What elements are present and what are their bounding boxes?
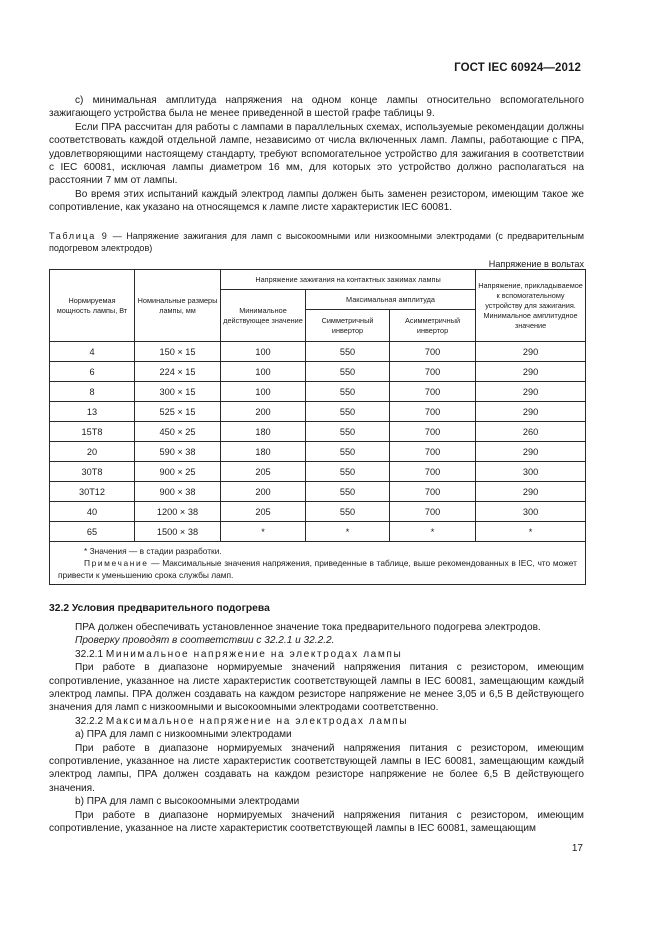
table-cell: 550 (306, 462, 390, 482)
ignition-voltage-table (49, 269, 586, 585)
table-cell: 550 (306, 382, 390, 402)
table-row (50, 522, 586, 542)
table-cell: 1200 × 38 (135, 502, 221, 522)
table-cell: 205 (221, 502, 306, 522)
table-cell: 30T12 (50, 482, 135, 502)
table-cell: * (306, 522, 390, 542)
table-cell: 700 (390, 402, 476, 422)
table-row (50, 382, 586, 402)
table-note-label: Примечание (84, 558, 149, 568)
table-cell: 290 (476, 442, 586, 462)
document-header: ГОСТ IEC 60924—2012 (454, 62, 581, 74)
table-caption-block (49, 230, 584, 269)
table-body (50, 342, 586, 542)
header-ignition-group: Напряжение зажигания на контактных зажимах лампы (221, 270, 476, 290)
table-cell: 290 (476, 382, 586, 402)
table-cell: 6 (50, 362, 135, 382)
table-row (50, 362, 586, 382)
table-cell: 224 × 15 (135, 362, 221, 382)
section-title: 32.2 Условия предварительного подогрева (49, 603, 270, 614)
subsection-number: 32.2.1 (75, 648, 106, 660)
table-cell: 15T8 (50, 422, 135, 442)
table-caption (49, 230, 584, 254)
table-cell: * (390, 522, 476, 542)
table-cell: 900 × 38 (135, 482, 221, 502)
table-note-text: — Максимальные значения напряжения, приведенные в таблице, выше рекомендованных в IEC, что может привести к уменьшению срока службы ламп. (58, 558, 578, 580)
table-cell: 525 × 15 (135, 402, 221, 422)
header-power: Нормируемая мощность лампы, Вт (50, 270, 135, 342)
paragraph-resistor: Во время этих испытаний каждый электрод лампы должен быть заменен резистором, имеющим такое же сопротивление, как указано на относящемся к лампе листе характеристик IEC 60081. (49, 188, 584, 214)
header-dims: Номинальные размеры лампы, мм (135, 270, 221, 342)
table-note (58, 557, 577, 581)
table-row (50, 342, 586, 362)
section-p1: ПРА должен обеспечивать установленное значение тока предварительного подогрева электродов. (75, 622, 541, 633)
table-cell: 100 (221, 362, 306, 382)
table-cell: 100 (221, 342, 306, 362)
subsection-32-2-1-text: При работе в диапазоне нормируемые значений напряжения питания с резистором, имеющим сопротивление, указанное на листе характеристик соответствующей лампы в IEC 60081, замещающим каждый электрод лампы. ПРА должен создавать на каждом резисторе напряжение не менее 3,05 и 6,5 В действующего значения для ламп с низкоомными и высокоомными электродами соответственно. (49, 662, 584, 714)
table-cell: 700 (390, 422, 476, 442)
table-cell: 700 (390, 482, 476, 502)
section-p1-italic: Проверку проводят в соответствии с 32.2.1 и 32.2.2. (75, 635, 335, 647)
table-units: Напряжение в вольтах (488, 259, 584, 270)
table-cell: * (476, 522, 586, 542)
table-cell: 205 (221, 462, 306, 482)
table-cell: 65 (50, 522, 135, 542)
table-cell: 100 (221, 382, 306, 402)
table-row (50, 462, 586, 482)
table-cell: 290 (476, 362, 586, 382)
table-cell: 700 (390, 442, 476, 462)
table-notes (50, 542, 586, 585)
table-cell: 260 (476, 422, 586, 442)
subsection-title: Минимальное напряжение на электродах лампы (105, 648, 403, 660)
table-row (50, 422, 586, 442)
table-cell: 13 (50, 402, 135, 422)
table-cell: 550 (306, 402, 390, 422)
item-b-text: При работе в диапазоне нормируемых значений напряжения питания с резистором, имеющим сопротивление, указанное на листе характеристик соответствующей лампы в IEC 60081, замещающим (49, 809, 584, 835)
item-a-heading: a) ПРА для ламп с низкоомными электродами (75, 729, 292, 741)
table-row (50, 442, 586, 462)
table-cell: 700 (390, 362, 476, 382)
table-cell: 300 (476, 462, 586, 482)
table-cell: 4 (50, 342, 135, 362)
table-cell: 300 × 15 (135, 382, 221, 402)
table-cell: 1500 × 38 (135, 522, 221, 542)
header-max-amp: Максимальная амплитуда (306, 290, 476, 310)
table-cell: 700 (390, 342, 476, 362)
table-cell: 300 (476, 502, 586, 522)
table-cell: 550 (306, 422, 390, 442)
table-cell: 20 (50, 442, 135, 462)
subsection-title: Максимальное напряжение на электродах лампы (105, 715, 409, 727)
header-sym: Симметричный инвертор (306, 310, 390, 342)
table-cell: 290 (476, 342, 586, 362)
table-cell: 8 (50, 382, 135, 402)
table-cell: 30T8 (50, 462, 135, 482)
table-cell: 550 (306, 442, 390, 462)
table-cell: 590 × 38 (135, 442, 221, 462)
table-cell: 290 (476, 402, 586, 422)
section-32-2 (49, 602, 584, 836)
table-cell: 900 × 25 (135, 462, 221, 482)
table-cell: 550 (306, 482, 390, 502)
table-footnote: * Значения — в стадии разработки. (84, 546, 222, 556)
top-text-block (49, 94, 584, 215)
table-cell: 40 (50, 502, 135, 522)
item-a-text: При работе в диапазоне нормируемых значений напряжения питания с резистором, имеющим сопротивление, указанное на листе характеристик соответствующей лампы в IEC 60081, замещающим каждый электрод лампы, ПРА должен создавать на каждом резисторе напряжение не более 6,5 В действующего значения. (49, 742, 584, 794)
header-rms: Минимальное действующее значение (221, 290, 306, 342)
subsection-32-2-2-heading (49, 715, 584, 728)
paragraph-c: c) минимальная амплитуда напряжения на одном конце лампы относительно вспомогательного зажигающего устройства была не менее приведенной в шестой графе таблицы 9. (49, 95, 584, 120)
table-cell: 200 (221, 402, 306, 422)
table-cell: 550 (306, 342, 390, 362)
item-b-heading: b) ПРА для ламп с высокоомными электродами (75, 796, 300, 808)
table-caption-label: Таблица 9 (49, 231, 109, 241)
header-aux: Напряжение, прикладываемое к вспомогательному устройству для зажигания. Минимальное амплитудное значение (476, 270, 586, 342)
page-number: 17 (571, 843, 583, 854)
table-row (50, 502, 586, 522)
table-cell: 550 (306, 362, 390, 382)
table-cell: 450 × 25 (135, 422, 221, 442)
subsection-number: 32.2.2 (75, 715, 106, 727)
table-cell: * (221, 522, 306, 542)
subsection-32-2-1-heading (49, 648, 584, 661)
table-cell: 290 (476, 482, 586, 502)
table-row (50, 402, 586, 422)
table-cell: 150 × 15 (135, 342, 221, 362)
table-cell: 700 (390, 462, 476, 482)
table-cell: 180 (221, 422, 306, 442)
table-cell: 550 (306, 502, 390, 522)
table-cell: 700 (390, 502, 476, 522)
table-row (50, 482, 586, 502)
table-cell: 200 (221, 482, 306, 502)
table-cell: 180 (221, 442, 306, 462)
table-caption-text: — Напряжение зажигания для ламп с высокоомными или низкоомными электродами (с предварительным подогревом электродов) (49, 231, 584, 254)
header-asym: Асимметричный инвертор (390, 310, 476, 342)
paragraph-parallel: Если ПРА рассчитан для работы с лампами в параллельных схемах, используемые рекомендации должны соответствовать каждой отдельной лампе, независимо от числа включенных ламп. Лампы, работающие с ПРА, удовлетворяющими настоящему стандарту, требуют вспомогательное устройство для зажигания в соответствии с IEC 60081, исключая лампы диаметром 16 мм, для которых это устройство должно располагаться на расстоянии 7 мм от лампы. (49, 121, 584, 187)
table-cell: 700 (390, 382, 476, 402)
